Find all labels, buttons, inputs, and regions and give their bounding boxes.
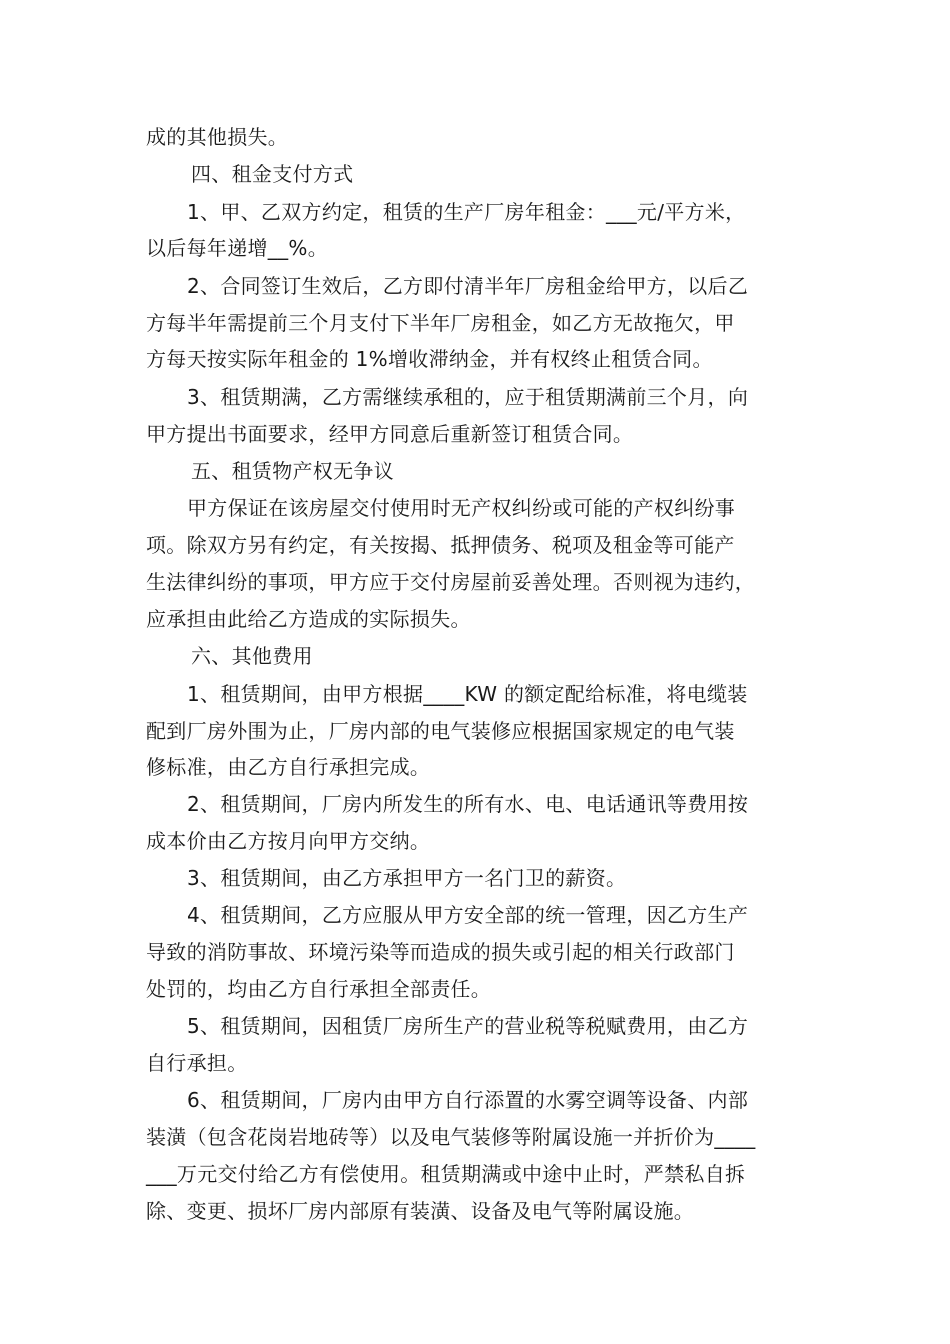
paragraph-line: 4、租赁期间，乙方应服从甲方安全部的统一管理，因乙方生产 <box>187 903 749 927</box>
section-heading: 六、其他费用 <box>191 644 313 668</box>
paragraph-line: 甲方保证在该房屋交付使用时无产权纠纷或可能的产权纠纷事 <box>187 496 736 520</box>
paragraph-line: 生法律纠纷的事项，甲方应于交付房屋前妥善处理。否则视为违约， <box>146 570 755 594</box>
paragraph-line: 1、甲、乙双方约定，租赁的生产厂房年租金：___元/平方米， <box>187 200 746 224</box>
paragraph-line: 3、租赁期满，乙方需继续承租的，应于租赁期满前三个月，向 <box>187 385 749 409</box>
section-heading: 四、租金支付方式 <box>191 162 354 186</box>
paragraph-line: 以后每年递增__%。 <box>146 236 329 260</box>
paragraph-line: 处罚的，均由乙方自行承担全部责任。 <box>146 977 492 1001</box>
paragraph-line: 成的其他损失。 <box>146 125 289 149</box>
section-heading: 五、租赁物产权无争议 <box>191 459 394 483</box>
paragraph-line: 项。除双方另有约定，有关按揭、抵押债务、税项及租金等可能产 <box>146 533 735 557</box>
paragraph-line: 自行承担。 <box>146 1051 248 1075</box>
paragraph-line: 除、变更、损坏厂房内部原有装潢、设备及电气等附属设施。 <box>146 1199 695 1223</box>
paragraph-line: ___万元交付给乙方有偿使用。租赁期满或中途中止时，严禁私自拆 <box>146 1162 746 1186</box>
paragraph-line: 3、租赁期间，由乙方承担甲方一名门卫的薪资。 <box>187 866 627 890</box>
paragraph-line: 修标准，由乙方自行承担完成。 <box>146 755 431 779</box>
paragraph-line: 成本价由乙方按月向甲方交纳。 <box>146 829 431 853</box>
paragraph-line: 导致的消防事故、环境污染等而造成的损失或引起的相关行政部门 <box>146 940 735 964</box>
paragraph-line: 应承担由此给乙方造成的实际损失。 <box>146 607 471 631</box>
paragraph-line: 方每天按实际年租金的 1%增收滞纳金，并有权终止租赁合同。 <box>146 347 713 371</box>
paragraph-line: 甲方提出书面要求，经甲方同意后重新签订租赁合同。 <box>146 422 634 446</box>
paragraph-line: 5、租赁期间，因租赁厂房所生产的营业税等税赋费用，由乙方 <box>187 1014 749 1038</box>
paragraph-line: 1、租赁期间，由甲方根据____KW 的额定配给标准，将电缆装 <box>187 682 748 706</box>
paragraph-line: 方每半年需提前三个月支付下半年厂房租金，如乙方无故拖欠，甲 <box>146 311 735 335</box>
paragraph-line: 6、租赁期间，厂房内由甲方自行添置的水雾空调等设备、内部 <box>187 1088 749 1112</box>
paragraph-line: 装潢（包含花岗岩地砖等）以及电气装修等附属设施一并折价为____ <box>146 1125 756 1149</box>
paragraph-line: 2、合同签订生效后，乙方即付清半年厂房租金给甲方，以后乙 <box>187 274 749 298</box>
paragraph-line: 2、租赁期间，厂房内所发生的所有水、电、电话通讯等费用按 <box>187 792 749 816</box>
paragraph-line: 配到厂房外围为止，厂房内部的电气装修应根据国家规定的电气装 <box>146 719 735 743</box>
